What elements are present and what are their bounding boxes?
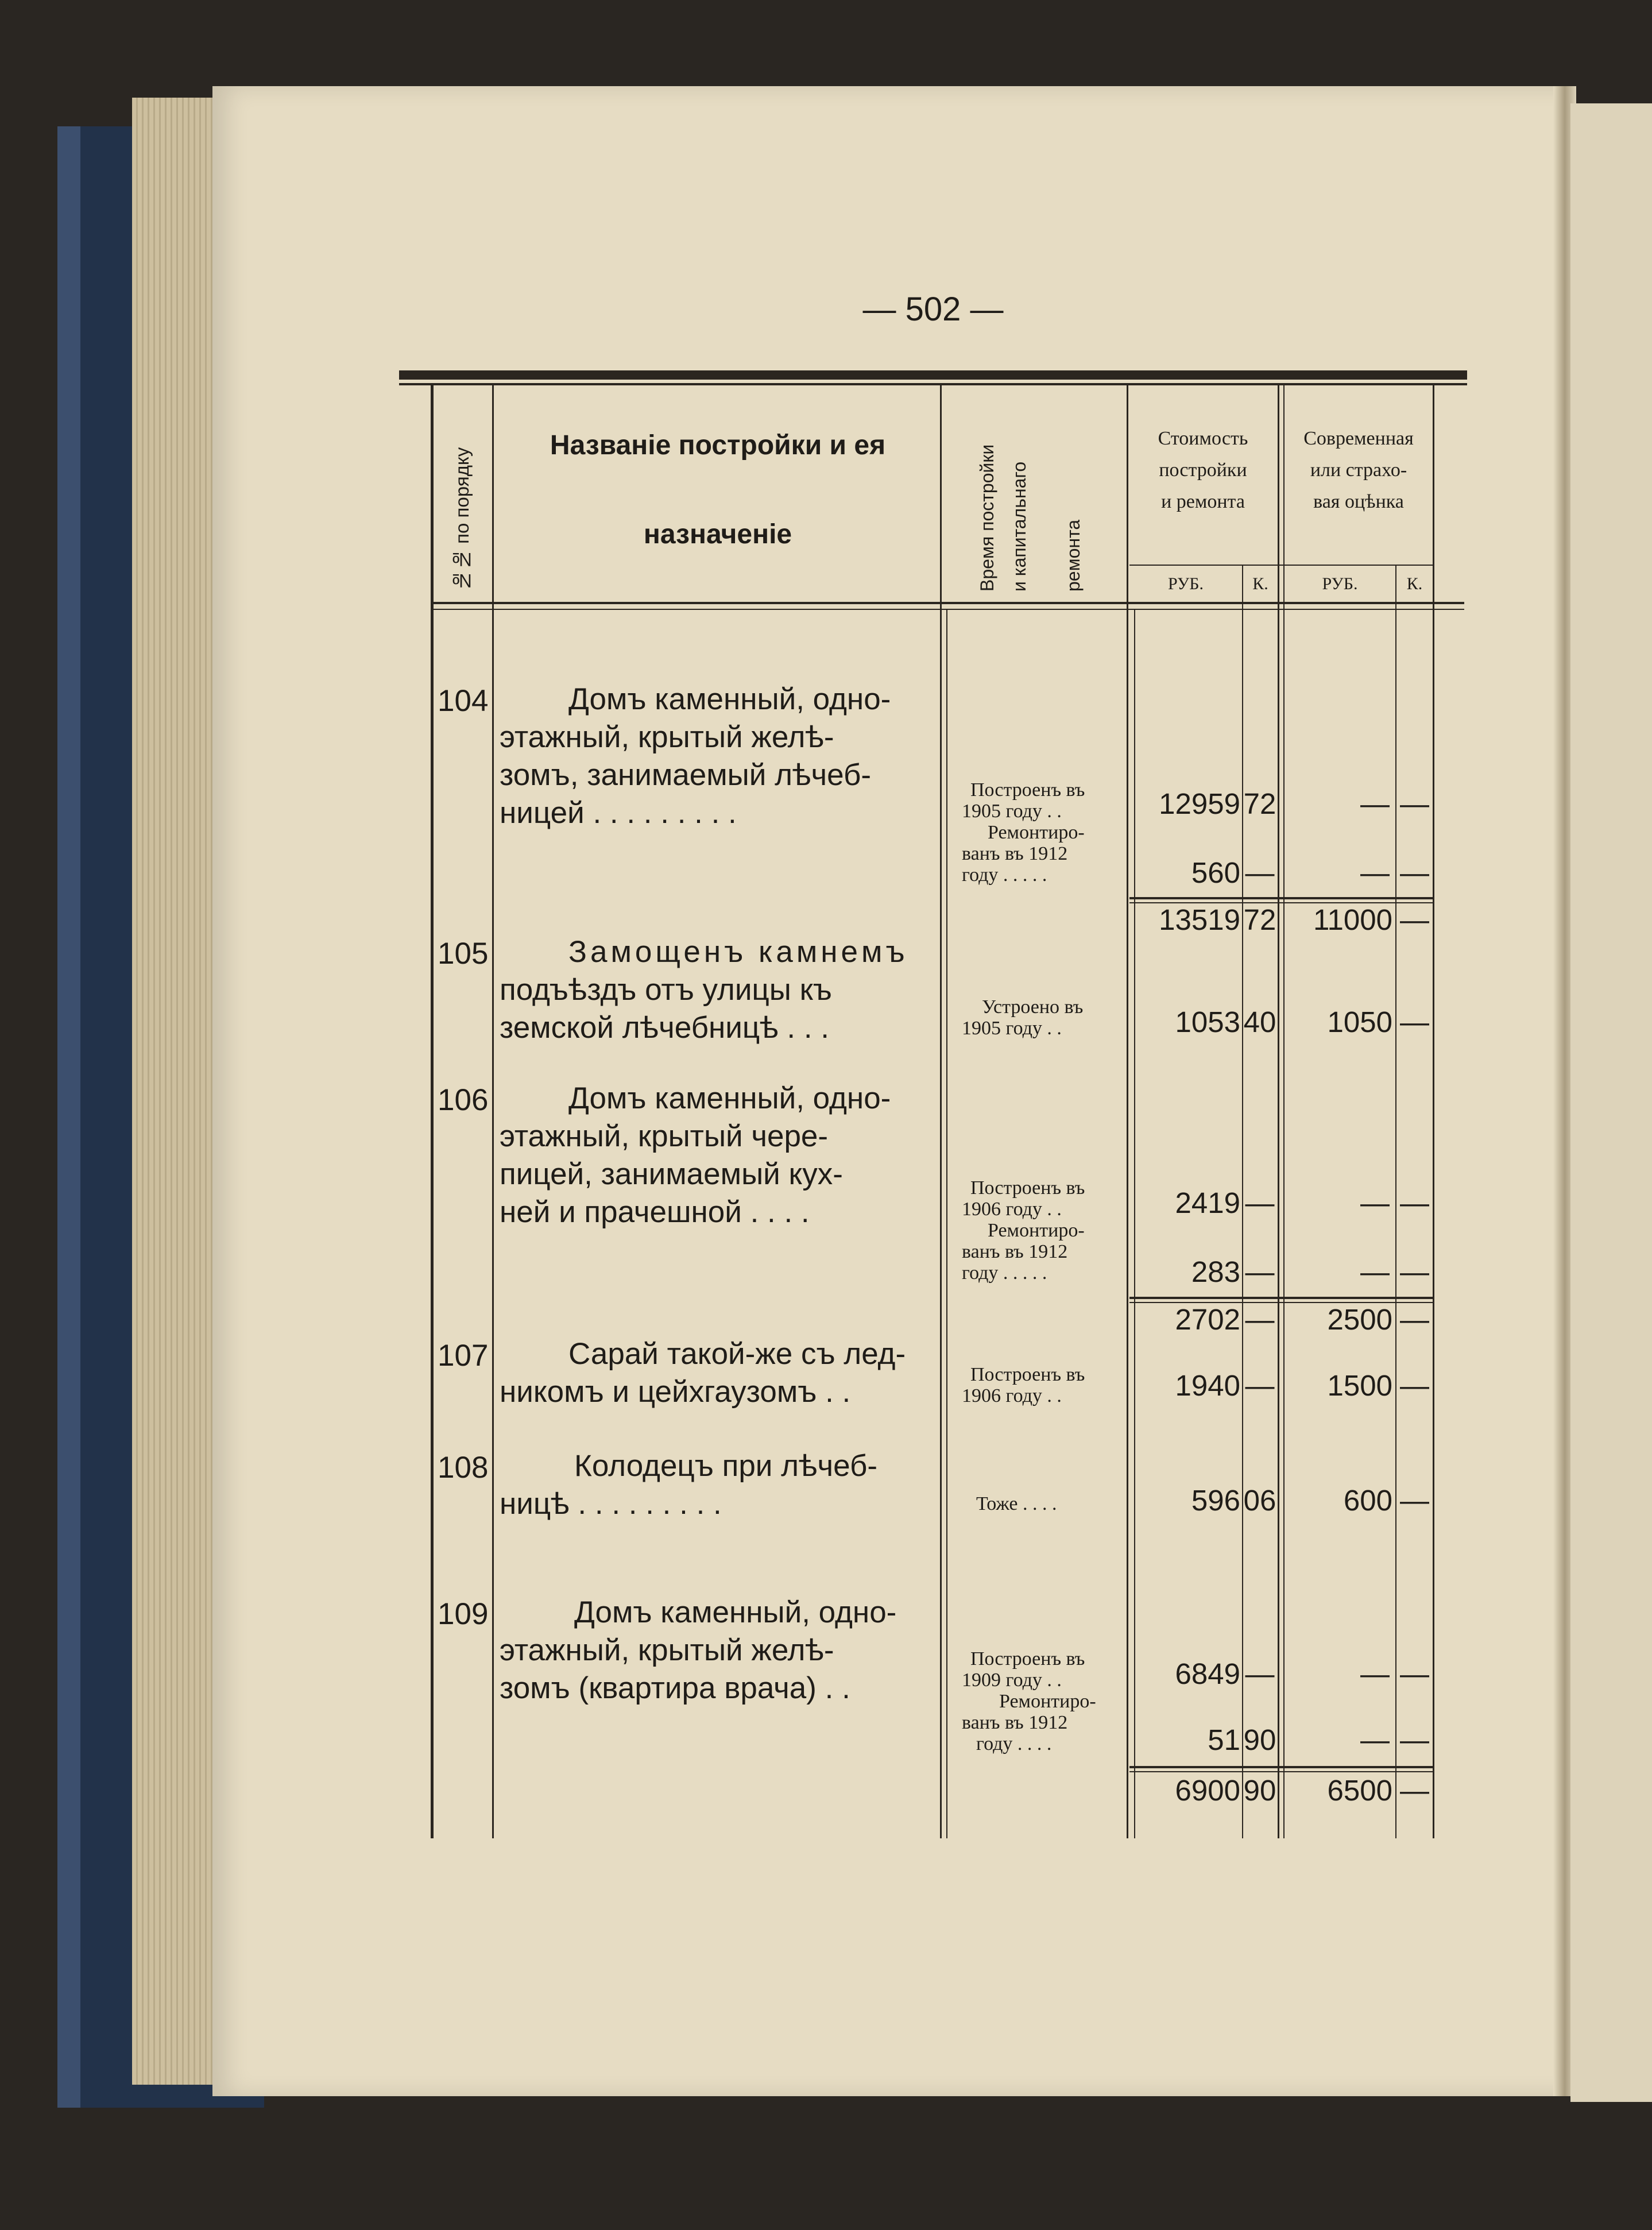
row-name: [500, 1447, 939, 1523]
row-name-line: ней и прачешной . . . .: [500, 1195, 810, 1229]
estimate-kop: —: [1400, 1369, 1429, 1402]
estimate-total-kop: —: [1400, 1774, 1429, 1807]
cost-kop: 90: [1243, 1723, 1276, 1756]
total-cost-kop: 72: [1243, 903, 1276, 936]
col-rule-name: [940, 385, 942, 1838]
row-time-line: Ремонтиро-: [999, 1691, 1096, 1712]
row-name-line: Домъ каменный, одно-: [568, 1081, 891, 1115]
cost-kop: 72: [1243, 787, 1276, 820]
sum-rule: [1129, 897, 1433, 899]
row-time-line: ванъ въ 1912: [962, 843, 1068, 864]
header-col-name-line1: Названіе постройки и ея: [550, 430, 886, 461]
header-col-cost-line3: и ремонта: [1161, 491, 1245, 512]
estimate-kop: —: [1400, 1187, 1429, 1219]
estimate-rub: 1500: [1327, 1369, 1392, 1402]
row-number: 109: [438, 1597, 489, 1631]
row-name-line: зомъ (квартира врача) . .: [500, 1671, 850, 1705]
row-time-line: Построенъ въ: [970, 1177, 1085, 1199]
row-number: 104: [438, 684, 489, 718]
row-name-line: Замощенъ камнемъ: [568, 935, 908, 969]
estimate-rub: 1050: [1327, 1006, 1392, 1038]
col-rule-left: [431, 385, 434, 1838]
estimate-rub: —: [1360, 1187, 1390, 1219]
estimate-rub: 600: [1343, 1484, 1392, 1517]
sum-rule: [1129, 1766, 1433, 1768]
cost-kop: —: [1245, 1255, 1275, 1288]
row-time-line: году . . . .: [976, 1733, 1052, 1754]
row-time-line: Устроено въ: [982, 996, 1084, 1018]
row-number: 105: [438, 937, 489, 971]
book-spine-edge: [57, 126, 80, 2108]
sum-rule: [1129, 1297, 1433, 1299]
row-name-line: Домъ каменный, одно-: [574, 1595, 897, 1629]
row-name-line: земской лѣчебницѣ . . .: [500, 1011, 830, 1045]
row-time-line: 1906 году . .: [962, 1199, 1062, 1220]
total-cost-kop: —: [1245, 1303, 1275, 1336]
estimate-total-kop: —: [1400, 1303, 1429, 1336]
estimate-kop: —: [1400, 1006, 1429, 1038]
row-name: [500, 1594, 939, 1707]
header-col-cost-line2: постройки: [1159, 459, 1247, 481]
estimate-total-rub: 6500: [1327, 1774, 1392, 1807]
table-top-rule-thin: [399, 383, 1467, 385]
row-name: [500, 1335, 939, 1411]
estimate-kop: —: [1400, 1255, 1429, 1288]
col-rule-right: [1433, 385, 1434, 1838]
header-col-time-line3: ремонта: [1063, 519, 1084, 592]
row-name-line: этажный, крытый желѣ-: [500, 720, 834, 754]
row-number: 108: [438, 1451, 489, 1485]
estimate-rub: —: [1360, 787, 1390, 820]
sum-rule-2: [1129, 1771, 1433, 1772]
header-bottom-rule: [431, 602, 1464, 604]
cost-rub: 283: [1191, 1255, 1240, 1288]
row-name: [500, 1080, 939, 1231]
row-name: [500, 933, 939, 1047]
row-time-line: Ремонтиро-: [988, 822, 1085, 843]
header-cost-rub: РУБ.: [1168, 574, 1204, 593]
header-col-estimate-line1: Современная: [1303, 428, 1414, 449]
estimate-total-rub: 11000: [1313, 903, 1392, 936]
col-rule-no: [492, 385, 494, 1838]
col-rule-time-2: [1134, 610, 1135, 1838]
facing-page: [1570, 103, 1652, 2102]
row-time-line: 1905 году . .: [962, 801, 1062, 822]
total-cost-rub: 13519: [1159, 903, 1240, 936]
estimate-total-kop: —: [1400, 903, 1429, 936]
cost-rub: 596: [1191, 1484, 1240, 1517]
total-cost-rub: 2702: [1175, 1303, 1240, 1336]
estimate-rub: —: [1360, 1657, 1390, 1690]
estimate-rub: —: [1360, 1255, 1390, 1288]
estimate-total-rub: 2500: [1327, 1303, 1392, 1336]
row-name-line: подъѣздъ отъ улицы къ: [500, 973, 832, 1007]
estimate-rub: —: [1360, 1723, 1390, 1756]
row-number: 106: [438, 1083, 489, 1117]
row-name-line: Домъ каменный, одно-: [568, 682, 891, 716]
row-name-line: ницѣ . . . . . . . . .: [500, 1487, 722, 1521]
row-name-line: ницей . . . . . . . . .: [500, 796, 737, 830]
header-cost-kop: К.: [1252, 574, 1268, 593]
col-rule-name-2: [946, 610, 947, 1838]
row-time-line: Построенъ въ: [970, 1364, 1085, 1385]
cost-kop: —: [1245, 1657, 1275, 1690]
cost-kop: —: [1245, 1187, 1275, 1219]
row-time-line: Тоже . . . .: [976, 1493, 1057, 1514]
estimate-kop: —: [1400, 787, 1429, 820]
header-col-name-line2: назначеніе: [643, 519, 792, 550]
total-cost-rub: 6900: [1175, 1774, 1240, 1807]
cost-kop: 06: [1243, 1484, 1276, 1517]
row-name: [500, 681, 939, 832]
total-cost-kop: 90: [1243, 1774, 1276, 1807]
row-number: 107: [438, 1339, 489, 1373]
col-rule-cost: [1278, 385, 1279, 1838]
row-time-line: ванъ въ 1912: [962, 1712, 1068, 1733]
estimate-kop: —: [1400, 1484, 1429, 1517]
header-col-estimate-line2: или страхо-: [1310, 459, 1407, 481]
header-col-time-line1: Время постройки: [977, 444, 997, 592]
cost-rub: 2419: [1175, 1187, 1240, 1219]
page-number: — 502 —: [862, 291, 1004, 328]
col-rule-time: [1127, 385, 1128, 1838]
header-estimate-kop: К.: [1406, 574, 1423, 593]
row-time-line: Построенъ въ: [970, 779, 1085, 801]
table-top-rule-thick: [399, 370, 1467, 380]
row-time-line: 1906 году . .: [962, 1385, 1062, 1406]
header-col-cost-line1: Стоимость: [1158, 428, 1248, 449]
cost-kop: —: [1245, 1369, 1275, 1402]
header-col-no: №№ по порядку: [451, 447, 473, 592]
estimate-kop: —: [1400, 856, 1429, 889]
cost-rub: 560: [1191, 856, 1240, 889]
row-time-line: 1909 году . .: [962, 1669, 1062, 1691]
cost-kop: 40: [1243, 1006, 1276, 1038]
header-col-time-line2: и капитальнаго: [1009, 461, 1030, 592]
cost-rub: 12959: [1159, 787, 1240, 820]
row-name-line: этажный, крытый желѣ-: [500, 1633, 834, 1667]
cost-rub: 51: [1208, 1723, 1240, 1756]
header-bottom-rule-2: [431, 609, 1464, 610]
row-name-line: Колодецъ при лѣчеб-: [574, 1449, 878, 1483]
row-name-line: Сарай такой-же съ лед-: [568, 1337, 906, 1371]
row-time-line: Ремонтиро-: [988, 1220, 1085, 1241]
row-time-line: ванъ въ 1912: [962, 1241, 1068, 1262]
row-time-line: Построенъ въ: [970, 1648, 1085, 1669]
estimate-kop: —: [1400, 1657, 1429, 1690]
row-name-line: никомъ и цейхгаузомъ . .: [500, 1375, 851, 1409]
row-name-line: этажный, крытый чере-: [500, 1119, 829, 1153]
money-subheader-rule: [1129, 565, 1434, 566]
row-name-line: зомъ, занимаемый лѣчеб-: [500, 758, 871, 792]
row-time-line: году . . . . .: [962, 1262, 1047, 1284]
estimate-rub: —: [1360, 856, 1390, 889]
row-time-line: 1905 году . .: [962, 1018, 1062, 1039]
header-col-estimate-line3: вая оцѣнка: [1313, 491, 1404, 512]
header-estimate-rub: РУБ.: [1322, 574, 1358, 593]
cost-rub: 1053: [1175, 1006, 1240, 1038]
cost-rub: 6849: [1175, 1657, 1240, 1690]
row-name-line: пицей, занимаемый кух-: [500, 1157, 843, 1191]
cost-kop: —: [1245, 856, 1275, 889]
estimate-kop: —: [1400, 1723, 1429, 1756]
col-rule-cost-2: [1283, 385, 1285, 1838]
cost-rub: 1940: [1175, 1369, 1240, 1402]
row-time-line: году . . . . .: [962, 864, 1047, 886]
